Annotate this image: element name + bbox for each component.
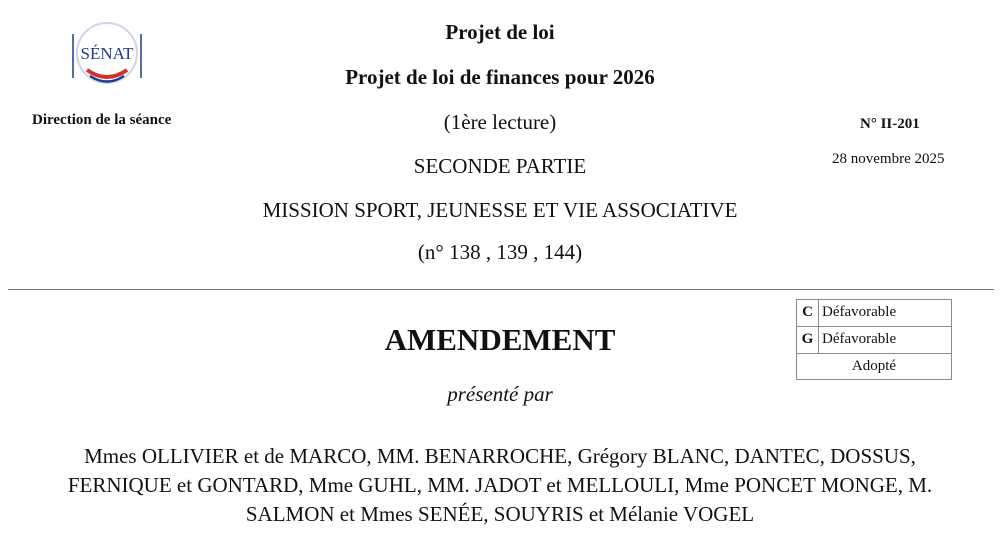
- authors-line: Mmes OLLIVIER et de MARCO, MM. BENARROCHE, Grégory BLANC, DANTEC, DOSSUS,: [84, 444, 916, 468]
- authors-line: FERNIQUE et GONTARD, Mme GUHL, MM. JADOT et MELLOULI, Mme PONCET MONGE, M.: [67, 473, 933, 497]
- status-code: C: [797, 300, 819, 326]
- status-code: G: [797, 327, 819, 353]
- amendment-title: AMENDEMENT: [384, 322, 616, 357]
- amendment-number: N° II-201: [860, 116, 920, 132]
- presented-by: présenté par: [447, 382, 553, 406]
- status-table: [796, 299, 952, 380]
- logo-text: SÉNAT: [80, 44, 134, 63]
- status-row-commission: [797, 300, 951, 327]
- status-row-government: [797, 327, 951, 354]
- document-type: Projet de loi: [445, 20, 555, 44]
- direction-label: Direction de la séance: [32, 112, 172, 128]
- bill-title: Projet de loi de finances pour 2026: [345, 65, 655, 89]
- mission-label: MISSION SPORT, JEUNESSE ET VIE ASSOCIATIVE: [262, 198, 738, 222]
- status-value: Défavorable: [822, 304, 897, 320]
- authors-list: [0, 442, 1000, 529]
- status-result: Adopté: [851, 358, 897, 374]
- part-label: SECONDE PARTIE: [413, 154, 587, 178]
- status-value: Défavorable: [822, 331, 897, 347]
- references: (n° 138 , 139 , 144): [417, 240, 583, 264]
- senat-logo: [70, 20, 144, 90]
- amendment-date: 28 novembre 2025: [832, 151, 945, 167]
- divider: [8, 289, 994, 290]
- authors-line: SALMON et Mmes SENÉE, SOUYRIS et Mélanie VOGEL: [245, 502, 755, 526]
- reading-label: (1ère lecture): [443, 110, 557, 134]
